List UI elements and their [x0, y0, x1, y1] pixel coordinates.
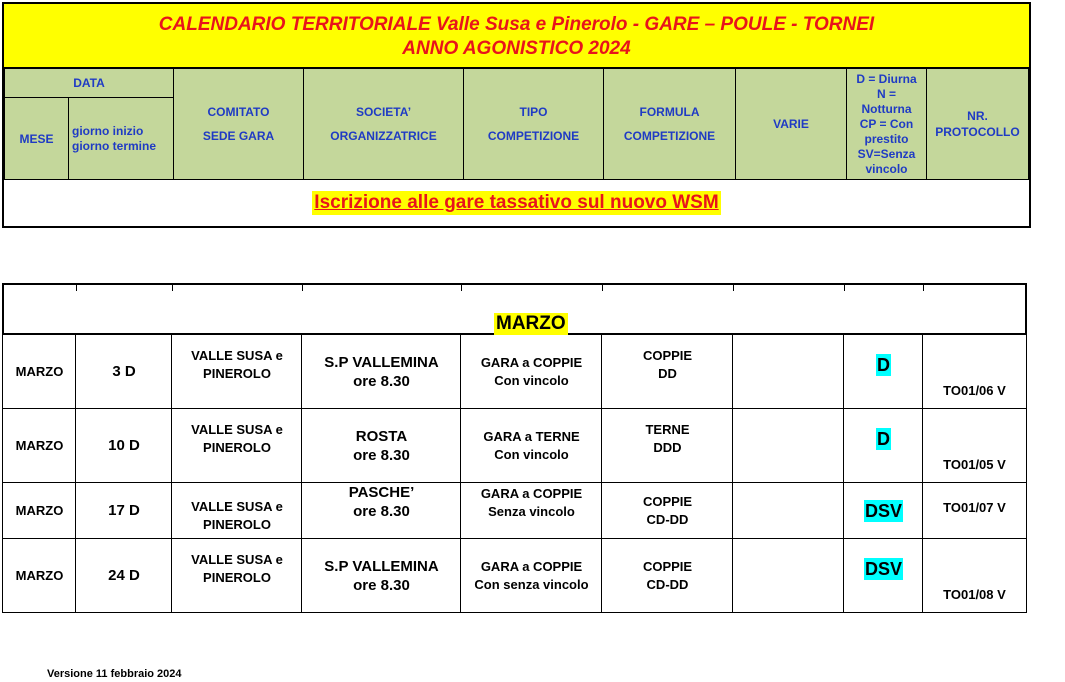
header-data-label: DATA — [73, 76, 105, 90]
legend-line: SV=Senza — [857, 146, 916, 161]
column-divider — [76, 285, 77, 291]
header-tipo-line2: COMPETIZIONE — [487, 129, 580, 143]
cell-mese — [2, 409, 76, 483]
header-comitato-line2: SEDE GARA — [202, 129, 275, 143]
header-data — [4, 68, 174, 98]
header-protocollo-line2: PROTOCOLLO — [935, 125, 1020, 139]
tipo-line: GARA a TERNE — [483, 428, 580, 444]
tipo-line: GARA a COPPIE — [480, 354, 583, 370]
comitato-line: VALLE SUSA e — [191, 499, 283, 514]
turno-badge: DSV — [864, 558, 902, 579]
comitato-line: PINEROLO — [203, 439, 271, 455]
cell-giorno — [75, 483, 172, 539]
calendar-title — [2, 2, 1031, 69]
cell-varie — [732, 409, 844, 483]
header-giorno-termine: giorno termine — [72, 138, 157, 153]
title-line-1: CALENDARIO TERRITORIALE Valle Susa e Pinerolo - GARE – POULE - TORNEI — [158, 14, 875, 35]
header-formula-line1: FORMULA — [639, 105, 700, 119]
tipo-line: Senza vincolo — [488, 504, 575, 519]
formula-line: COPPIE — [642, 493, 693, 509]
giorno-text: 17 D — [108, 502, 140, 519]
tipo-line: Con senza vincolo — [474, 576, 589, 592]
cell-societa — [301, 483, 461, 539]
header-varie-label: VARIE — [773, 117, 809, 131]
cell-mese — [2, 539, 76, 613]
column-divider — [733, 285, 734, 291]
mese-text: MARZO — [15, 437, 64, 453]
protocollo-text: TO01/07 V — [943, 500, 1006, 515]
header-formula-line2: COMPETIZIONE — [623, 129, 716, 143]
cell-tipo — [460, 483, 602, 539]
cell-tipo — [460, 409, 602, 483]
column-divider — [302, 285, 303, 291]
protocollo-text: TO01/05 V — [943, 457, 1006, 472]
version-footer: Versione 11 febbraio 2024 — [47, 668, 182, 680]
formula-line: COPPIE — [642, 558, 693, 574]
cell-varie — [732, 335, 844, 409]
cell-comitato — [171, 335, 302, 409]
notice-banner — [2, 179, 1031, 228]
tipo-line: GARA a COPPIE — [480, 558, 583, 574]
formula-line: COPPIE — [642, 347, 693, 363]
cell-tipo — [460, 539, 602, 613]
mese-text: MARZO — [15, 502, 64, 518]
formula-line: DDD — [653, 439, 682, 455]
header-giorno — [68, 97, 174, 180]
societa-line: ROSTA — [355, 427, 408, 445]
table-row — [2, 539, 1027, 613]
cell-protocollo — [922, 483, 1027, 539]
cell-formula — [601, 483, 733, 539]
legend-line: Notturna — [861, 101, 912, 116]
cell-comitato — [171, 539, 302, 613]
tipo-line: Con vincolo — [494, 446, 569, 462]
header-comitato — [173, 68, 304, 180]
giorno-text: 10 D — [108, 437, 140, 454]
notice-text: Iscrizione alle gare tassativo sul nuovo WSM — [314, 192, 719, 213]
header-societa — [303, 68, 464, 180]
header-tipo-line1: TIPO — [519, 105, 548, 119]
cell-turno — [843, 409, 923, 483]
cell-giorno — [75, 335, 172, 409]
cell-varie — [732, 539, 844, 613]
header-tipo — [463, 68, 604, 180]
header-mese-label: MESE — [19, 131, 54, 146]
cell-giorno — [75, 539, 172, 613]
cell-protocollo — [922, 539, 1027, 613]
table-row — [2, 409, 1027, 483]
legend-line: CP = Con — [859, 116, 914, 131]
societa-line: ore 8.30 — [353, 446, 410, 464]
header-turno-legend — [846, 68, 927, 180]
formula-line: TERNE — [645, 421, 690, 437]
header-giorno-inizio: giorno inizio — [72, 123, 144, 138]
cell-comitato — [171, 409, 302, 483]
cell-turno — [843, 539, 923, 613]
table-row — [2, 483, 1027, 539]
formula-line: CD-DD — [646, 576, 689, 592]
protocollo-text: TO01/06 V — [943, 383, 1006, 398]
turno-badge: D — [877, 428, 890, 449]
formula-line: CD-DD — [646, 511, 689, 527]
column-divider — [844, 285, 845, 291]
cell-tipo — [460, 335, 602, 409]
formula-line: DD — [658, 365, 677, 381]
cell-mese — [2, 335, 76, 409]
header-societa-line2: ORGANIZZATRICE — [330, 129, 437, 143]
cell-varie — [732, 483, 844, 539]
giorno-text: 24 D — [108, 567, 140, 584]
societa-line: ore 8.30 — [353, 372, 410, 390]
cell-societa — [301, 539, 461, 613]
mese-text: MARZO — [15, 363, 64, 379]
comitato-line: VALLE SUSA e — [191, 421, 283, 437]
cell-giorno — [75, 409, 172, 483]
column-divider — [461, 285, 462, 291]
header-formula — [603, 68, 736, 180]
month-section-header — [2, 283, 1027, 335]
societa-line: S.P VALLEMINA — [324, 557, 439, 575]
legend-line: D = Diurna — [856, 71, 917, 86]
cell-comitato — [171, 483, 302, 539]
column-divider — [602, 285, 603, 291]
legend-line: vincolo — [865, 161, 908, 176]
header-comitato-line1: COMITATO — [207, 105, 270, 119]
comitato-line: PINEROLO — [203, 365, 271, 381]
cell-turno — [843, 483, 923, 539]
table-row — [2, 335, 1027, 409]
cell-protocollo — [922, 409, 1027, 483]
cell-societa — [301, 409, 461, 483]
header-varie — [735, 68, 847, 180]
societa-line: ore 8.30 — [353, 503, 410, 520]
tipo-line: Con vincolo — [494, 372, 569, 388]
protocollo-text: TO01/08 V — [943, 587, 1006, 602]
comitato-line: VALLE SUSA e — [191, 551, 283, 567]
column-header-grid — [2, 68, 1031, 180]
title-line-2: ANNO AGONISTICO 2024 — [402, 38, 631, 59]
cell-mese — [2, 483, 76, 539]
societa-line: PASCHE’ — [348, 484, 415, 501]
column-divider — [923, 285, 924, 291]
cell-formula — [601, 539, 733, 613]
comitato-line: VALLE SUSA e — [191, 347, 283, 363]
header-mese — [4, 97, 69, 180]
comitato-line: PINEROLO — [203, 569, 271, 585]
cell-societa — [301, 335, 461, 409]
cell-turno — [843, 335, 923, 409]
cell-formula — [601, 335, 733, 409]
column-divider — [172, 285, 173, 291]
comitato-line: PINEROLO — [203, 517, 271, 532]
cell-protocollo — [922, 335, 1027, 409]
tipo-line: GARA a COPPIE — [480, 486, 583, 501]
legend-line: prestito — [864, 131, 909, 146]
month-title: MARZO — [496, 313, 566, 334]
cell-formula — [601, 409, 733, 483]
societa-line: ore 8.30 — [353, 576, 410, 594]
legend-line: N = — [876, 86, 896, 101]
header-protocollo — [926, 68, 1029, 180]
giorno-text: 3 D — [112, 363, 136, 380]
societa-line: S.P VALLEMINA — [324, 353, 439, 371]
header-societa-line1: SOCIETA’ — [355, 105, 412, 119]
turno-badge: D — [877, 354, 890, 375]
mese-text: MARZO — [15, 567, 64, 583]
header-protocollo-line1: NR. — [967, 109, 988, 123]
turno-badge: DSV — [864, 500, 902, 521]
